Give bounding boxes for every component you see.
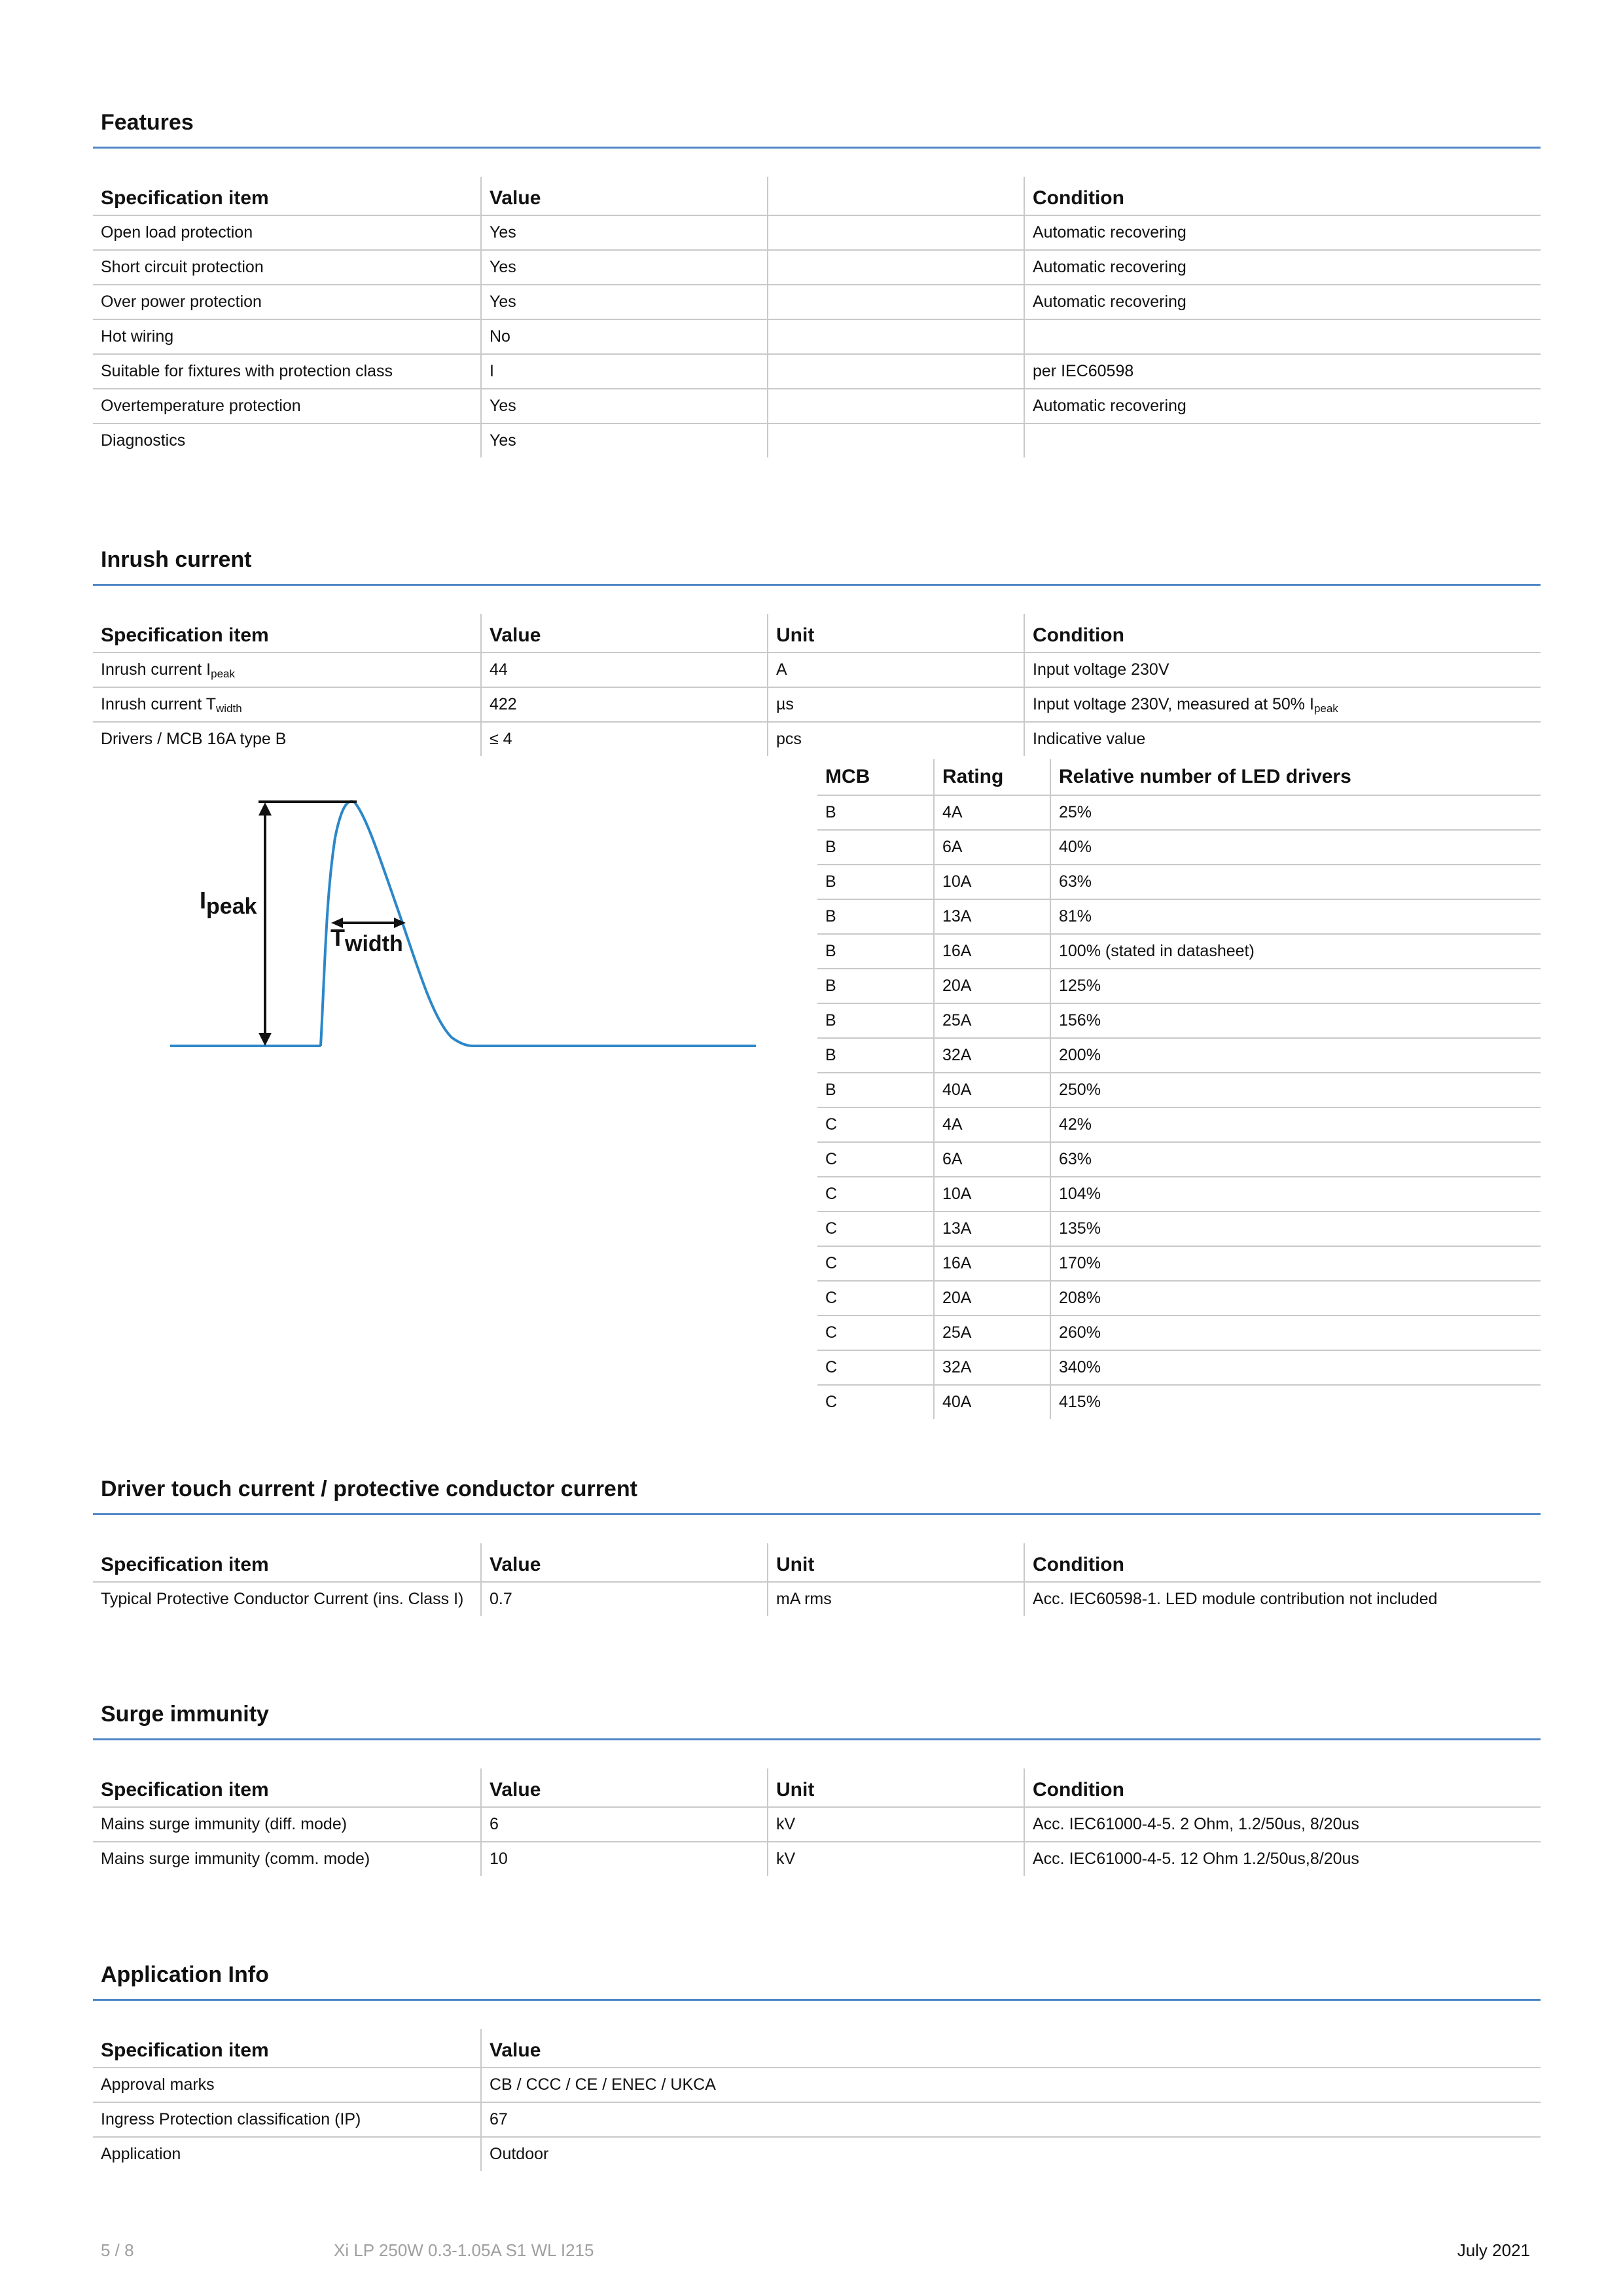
spec-condition: Automatic recovering [1024,389,1541,423]
table-row [817,934,1541,969]
mcb-table [817,759,1541,1419]
mcb-rating: 32A [934,1350,1050,1385]
spec-item-subscript: peak [211,668,236,680]
mcb-header-rating: Rating [934,759,1050,795]
spec-value: 0.7 [481,1582,768,1616]
spec-value: 422 [481,687,768,722]
spec-item: Application [93,2137,481,2171]
spec-value: Yes [481,423,768,457]
spec-item: Over power protection [93,285,481,319]
mcb-type: B [817,969,934,1003]
surge-divider [93,1738,1541,1740]
features-divider [93,147,1541,149]
spec-value: Yes [481,285,768,319]
touch-table [93,1543,1541,1616]
mcb-rating: 32A [934,1038,1050,1073]
spec-item: Drivers / MCB 16A type B [93,722,481,756]
mcb-relative: 415% [1050,1385,1541,1419]
table-row [93,354,1541,389]
mcb-type: C [817,1142,934,1177]
spec-value: CB / CCC / CE / ENEC / UKCA [481,2068,1541,2102]
spec-unit [768,250,1024,285]
table-row [817,1038,1541,1073]
spec-condition [1024,319,1541,354]
mcb-type: B [817,1073,934,1107]
touch-header-unit: Unit [768,1543,1024,1582]
spec-unit [768,389,1024,423]
touch-header-row [93,1543,1541,1582]
table-row [93,722,1541,756]
table-row [817,865,1541,899]
spec-value: Yes [481,250,768,285]
spec-value: 67 [481,2102,1541,2137]
mcb-type: C [817,1350,934,1385]
inrush-header-row [93,614,1541,653]
spec-unit: kV [768,1807,1024,1842]
ipeak-arrow-head-top [259,802,272,816]
mcb-type: C [817,1281,934,1316]
spec-unit [768,423,1024,457]
table-row [817,1385,1541,1419]
spec-unit [768,285,1024,319]
spec-condition: Automatic recovering [1024,215,1541,250]
mcb-rating: 4A [934,1107,1050,1142]
features-header-row [93,177,1541,215]
mcb-rating: 40A [934,1073,1050,1107]
mcb-rating: 13A [934,1211,1050,1246]
table-row [93,319,1541,354]
mcb-relative: 260% [1050,1316,1541,1350]
spec-item-subscript: width [216,702,242,715]
mcb-relative: 25% [1050,795,1541,830]
inrush-header-unit: Unit [768,614,1024,653]
inrush-header-item: Specification item [93,614,481,653]
mcb-type: C [817,1246,934,1281]
mcb-rating: 13A [934,899,1050,934]
table-row [93,1842,1541,1876]
spec-value: 6 [481,1807,768,1842]
mcb-rating: 25A [934,1003,1050,1038]
spec-condition: per IEC60598 [1024,354,1541,389]
table-row [93,2068,1541,2102]
table-row [93,285,1541,319]
app-header-row [93,2029,1541,2068]
mcb-rating: 6A [934,1142,1050,1177]
spec-item [93,687,481,722]
features-section-header [93,103,1541,149]
table-row [817,899,1541,934]
surge-section-header [93,1695,1541,1740]
mcb-relative: 135% [1050,1211,1541,1246]
mcb-type: C [817,1385,934,1419]
spec-item: Hot wiring [93,319,481,354]
table-row [93,215,1541,250]
features-header-item: Specification item [93,177,481,215]
mcb-header-relative: Relative number of LED drivers [1050,759,1541,795]
surge-title: Surge immunity [101,1702,269,1727]
spec-value: 10 [481,1842,768,1876]
table-row [817,1211,1541,1246]
table-row [817,1142,1541,1177]
app-title: Application Info [101,1962,269,1987]
mcb-rating: 10A [934,1177,1050,1211]
inrush-header-value: Value [481,614,768,653]
mcb-type: B [817,1038,934,1073]
inrush-table [93,614,1541,756]
table-row [817,1003,1541,1038]
spec-condition: Acc. IEC61000-4-5. 12 Ohm 1.2/50us,8/20us [1024,1842,1541,1876]
spec-value: Yes [481,389,768,423]
mcb-type: C [817,1211,934,1246]
mcb-type: C [817,1107,934,1142]
inrush-waveform-diagram [164,785,766,1060]
touch-header-item: Specification item [93,1543,481,1582]
mcb-relative: 250% [1050,1073,1541,1107]
mcb-type: B [817,1003,934,1038]
mcb-relative: 340% [1050,1350,1541,1385]
surge-table [93,1768,1541,1876]
table-row [817,830,1541,865]
spec-unit: µs [768,687,1024,722]
touch-section-header [93,1470,1541,1515]
inrush-section-header [93,541,1541,586]
spec-item: Ingress Protection classification (IP) [93,2102,481,2137]
touch-header-condition: Condition [1024,1543,1541,1582]
spec-condition-text: Input voltage 230V, measured at 50% I [1033,695,1314,713]
spec-value: ≤ 4 [481,722,768,756]
mcb-type: B [817,830,934,865]
table-row [93,389,1541,423]
spec-item: Overtemperature protection [93,389,481,423]
spec-item: Short circuit protection [93,250,481,285]
mcb-relative: 100% (stated in datasheet) [1050,934,1541,969]
document-date: July 2021 [1457,2240,1530,2260]
spec-item-text: Inrush current I [101,660,211,679]
mcb-type: C [817,1177,934,1211]
mcb-rating: 10A [934,865,1050,899]
spec-condition: Input voltage 230V [1024,653,1541,687]
table-row [93,423,1541,457]
spec-condition: Acc. IEC61000-4-5. 2 Ohm, 1.2/50us, 8/20us [1024,1807,1541,1842]
ipeak-label: Ipeak [200,887,257,919]
spec-item: Suitable for fixtures with protection class [93,354,481,389]
table-row [93,687,1541,722]
spec-item: Diagnostics [93,423,481,457]
table-row [817,1107,1541,1142]
features-header-condition: Condition [1024,177,1541,215]
spec-item [93,653,481,687]
inrush-header-condition: Condition [1024,614,1541,653]
spec-item: Typical Protective Conductor Current (ins. Class I) [93,1582,481,1616]
table-row [93,2137,1541,2171]
spec-value: No [481,319,768,354]
mcb-relative: 81% [1050,899,1541,934]
features-header-blank [768,177,1024,215]
spec-item: Approval marks [93,2068,481,2102]
table-row [817,1316,1541,1350]
ipeak-arrow-head-bottom [259,1033,272,1046]
table-row [817,1281,1541,1316]
mcb-header-type: MCB [817,759,934,795]
mcb-rating: 20A [934,1281,1050,1316]
spec-item: Open load protection [93,215,481,250]
surge-header-row [93,1768,1541,1807]
inrush-divider [93,584,1541,586]
spec-condition [1024,423,1541,457]
spec-item-text: Inrush current T [101,695,217,713]
mcb-relative: 104% [1050,1177,1541,1211]
mcb-relative: 208% [1050,1281,1541,1316]
table-row [817,1246,1541,1281]
app-divider [93,1999,1541,2001]
mcb-relative: 63% [1050,1142,1541,1177]
touch-divider [93,1513,1541,1515]
table-row [93,2102,1541,2137]
mcb-rating: 16A [934,1246,1050,1281]
surge-header-item: Specification item [93,1768,481,1807]
spec-unit: kV [768,1842,1024,1876]
table-row [93,1807,1541,1842]
mcb-type: B [817,795,934,830]
app-table [93,2029,1541,2171]
touch-title: Driver touch current / protective conductor current [101,1477,637,1501]
table-row [93,250,1541,285]
mcb-rating: 4A [934,795,1050,830]
app-header-value: Value [481,2029,1541,2068]
spec-condition: Automatic recovering [1024,250,1541,285]
spec-unit: pcs [768,722,1024,756]
spec-item: Mains surge immunity (diff. mode) [93,1807,481,1842]
spec-unit [768,319,1024,354]
spec-value: 44 [481,653,768,687]
surge-header-unit: Unit [768,1768,1024,1807]
page-number: 5 / 8 [101,2240,134,2260]
spec-value: I [481,354,768,389]
spec-condition: Automatic recovering [1024,285,1541,319]
touch-header-value: Value [481,1543,768,1582]
app-section-header [93,1956,1541,2001]
spec-value: Outdoor [481,2137,1541,2171]
spec-item: Mains surge immunity (comm. mode) [93,1842,481,1876]
table-row [817,795,1541,830]
mcb-type: B [817,865,934,899]
features-table [93,177,1541,457]
mcb-relative: 125% [1050,969,1541,1003]
surge-header-value: Value [481,1768,768,1807]
spec-value: Yes [481,215,768,250]
mcb-rating: 6A [934,830,1050,865]
table-row [817,1177,1541,1211]
spec-unit: mA rms [768,1582,1024,1616]
mcb-relative: 156% [1050,1003,1541,1038]
features-title: Features [101,110,194,135]
mcb-rating: 25A [934,1316,1050,1350]
table-row [817,1073,1541,1107]
mcb-relative: 42% [1050,1107,1541,1142]
mcb-relative: 40% [1050,830,1541,865]
mcb-type: C [817,1316,934,1350]
table-row [817,1350,1541,1385]
mcb-rating: 16A [934,934,1050,969]
surge-header-condition: Condition [1024,1768,1541,1807]
spec-unit [768,354,1024,389]
mcb-rating: 20A [934,969,1050,1003]
mcb-relative: 200% [1050,1038,1541,1073]
spec-condition: Acc. IEC60598-1. LED module contribution not included [1024,1582,1541,1616]
mcb-relative: 170% [1050,1246,1541,1281]
mcb-relative: 63% [1050,865,1541,899]
table-row [93,1582,1541,1616]
inrush-title: Inrush current [101,547,252,572]
spec-condition [1024,687,1541,722]
table-row [93,653,1541,687]
mcb-header-row [817,759,1541,795]
mcb-rating: 40A [934,1385,1050,1419]
spec-unit [768,215,1024,250]
twidth-label: Twidth [330,924,403,956]
mcb-type: B [817,899,934,934]
features-header-value: Value [481,177,768,215]
mcb-type: B [817,934,934,969]
table-row [817,969,1541,1003]
spec-condition: Indicative value [1024,722,1541,756]
spec-condition-subscript: peak [1313,702,1338,715]
spec-unit: A [768,653,1024,687]
app-header-item: Specification item [93,2029,481,2068]
product-name: Xi LP 250W 0.3-1.05A S1 WL I215 [334,2240,594,2260]
